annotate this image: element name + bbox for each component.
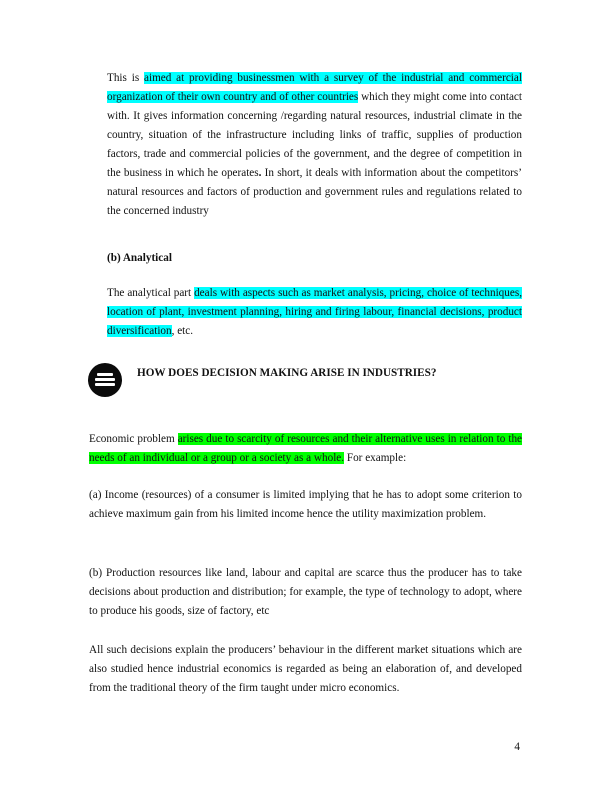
subheading-analytical: (b) Analytical (107, 252, 172, 264)
paragraph-economic-pre: Economic problem (89, 433, 178, 445)
paragraph-income: (a) Income (resources) of a consumer is limited implying that he has to adopt some criterion to achieve maximum gain from his limited income hence the utility maximization problem. (89, 489, 522, 520)
paragraph-descriptive-end: In short, it deals with information about the competitors’ natural resources and factors of production and government rules and regulations related to the concerned industry (107, 167, 522, 217)
paragraph-analytical-post: , etc. (171, 325, 194, 337)
paragraph-analytical (107, 284, 522, 341)
section-heading: HOW DOES DECISION MAKING ARISE IN INDUSTRIES? (137, 367, 437, 379)
list-icon (88, 363, 122, 397)
paragraph-analytical-pre: The analytical part (107, 287, 195, 299)
page-number: 4 (514, 741, 520, 753)
paragraph-production: (b) Production resources like land, labour and capital are scarce thus the producer has to take decisions about production and distribution; for example, the type of technology to adopt, where to produce his goods, size of factory, etc (89, 567, 522, 617)
paragraph-descriptive-pre: This is (107, 72, 144, 84)
highlight-descriptive: aimed at providing businessmen with a survey of the industrial and commercial organization of their own country and of other countries (107, 72, 522, 103)
paragraph-economic-post: For example: (344, 452, 407, 464)
paragraph-economic-problem (89, 430, 522, 468)
bold-period: . (258, 167, 262, 179)
paragraph-descriptive (107, 69, 522, 221)
highlight-economic: arises due to scarcity of resources and their alternative uses in relation to the needs of an individual or a group or a society as a whole. (89, 433, 523, 464)
paragraph-decisions: All such decisions explain the producers’ behaviour in the different market situations which are also studied hence industrial economics is regarded as being an elaboration of, and developed from the traditional theory of the firm taught under micro economics. (89, 644, 522, 694)
highlight-analytical: deals with aspects such as market analysis, pricing, choice of techniques, location of plant, investment planning, hiring and firing labour, financial decisions, product diversification (107, 287, 522, 337)
paragraph-descriptive-rest: which they might come into contact with. It gives information concerning /regarding natural resources, industrial climate in the country, situation of the infrastructure including links of traffic, supplies of production factors, trade and commercial policies of the government, and the degree of competition in the business in which he operates (107, 91, 522, 179)
